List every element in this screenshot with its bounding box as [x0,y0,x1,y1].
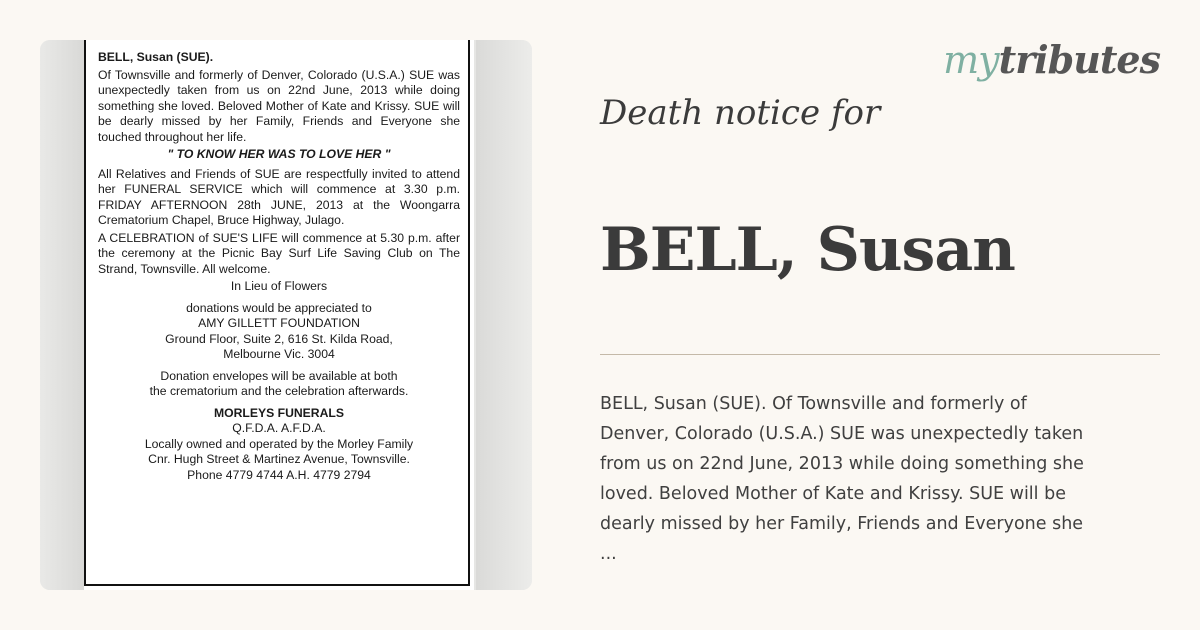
notice-quote: " TO KNOW HER WAS TO LOVE HER " [167,147,391,161]
notice-paragraph-2: All Relatives and Friends of SUE are respectfully invited to attend her FUNERAL SERVICE which will commence at 3.30 p.m. FRIDAY AFTERNOON 28th JUNE, 2013 at the Woongarra Crematorium Chapel, Bruce Highway, Julago. [98,166,460,227]
notice-address-1: Ground Floor, Suite 2, 616 St. Kilda Road, [165,331,393,346]
summary-line: from us on 22nd June, 2013 while doing something she [600,454,1084,474]
deceased-name: BELL, Susan [600,215,1015,285]
notice-paragraph-3: A CELEBRATION of SUE'S LIFE will commence at 5.30 p.m. after the ceremony at the Picnic Bay Surf Life Saving Club on The Strand, Townsville. All welcome. [98,230,460,276]
summary-line: BELL, Susan (SUE). Of Townsville and formerly of [600,394,1027,414]
notice-title: BELL, Susan (SUE). [98,50,214,64]
notice-text [98,50,460,483]
logo-tributes: tributes [998,37,1160,82]
summary-line: dearly missed by her Family, Friends and Everyone she [600,514,1084,534]
scan-shadow-left [40,40,86,590]
logo-my: my [943,38,999,82]
notice-street: Cnr. Hugh Street & Martinez Avenue, Townsville. [148,452,410,466]
notice-envelopes-2: the crematorium and the celebration afterwards. [149,384,409,398]
page-heading: Death notice for [600,93,881,133]
scan-shadow-right [476,40,532,590]
notice-phone: Phone 4779 4744 A.H. 4779 2794 [187,467,371,482]
notice-funeral-home: MORLEYS FUNERALS [213,405,344,420]
notice-summary [600,389,1160,569]
notice-address-2: Melbourne Vic. 3004 [223,347,335,361]
divider [600,354,1160,355]
notice-envelopes-1: Donation envelopes will be available at both [160,368,398,383]
notice-qualifications: Q.F.D.A. A.F.D.A. [232,421,326,435]
mytributes-logo[interactable] [943,38,1160,82]
summary-ellipsis: ... [600,544,617,564]
summary-line: loved. Beloved Mother of Kate and Krissy. SUE will be [600,484,1066,504]
notice-donations: donations would be appreciated to [186,300,372,315]
notice-paragraph-1: Of Townsville and formerly of Denver, Colorado (U.S.A.) SUE was unexpectedly taken from us on 22nd June, 2013 while doing something she loved. Beloved Mother of Kate and Krissy. SUE will be dearly missed by her Family, Friends and Everyone she touched throughout her life. [98,67,460,144]
notice-scan-image [40,40,532,590]
summary-line: Denver, Colorado (U.S.A.) SUE was unexpectedly taken [600,424,1084,444]
notice-lieu: In Lieu of Flowers [230,279,328,293]
notice-foundation: AMY GILLETT FOUNDATION [198,316,360,330]
notice-owned: Locally owned and operated by the Morley Family [144,436,414,451]
